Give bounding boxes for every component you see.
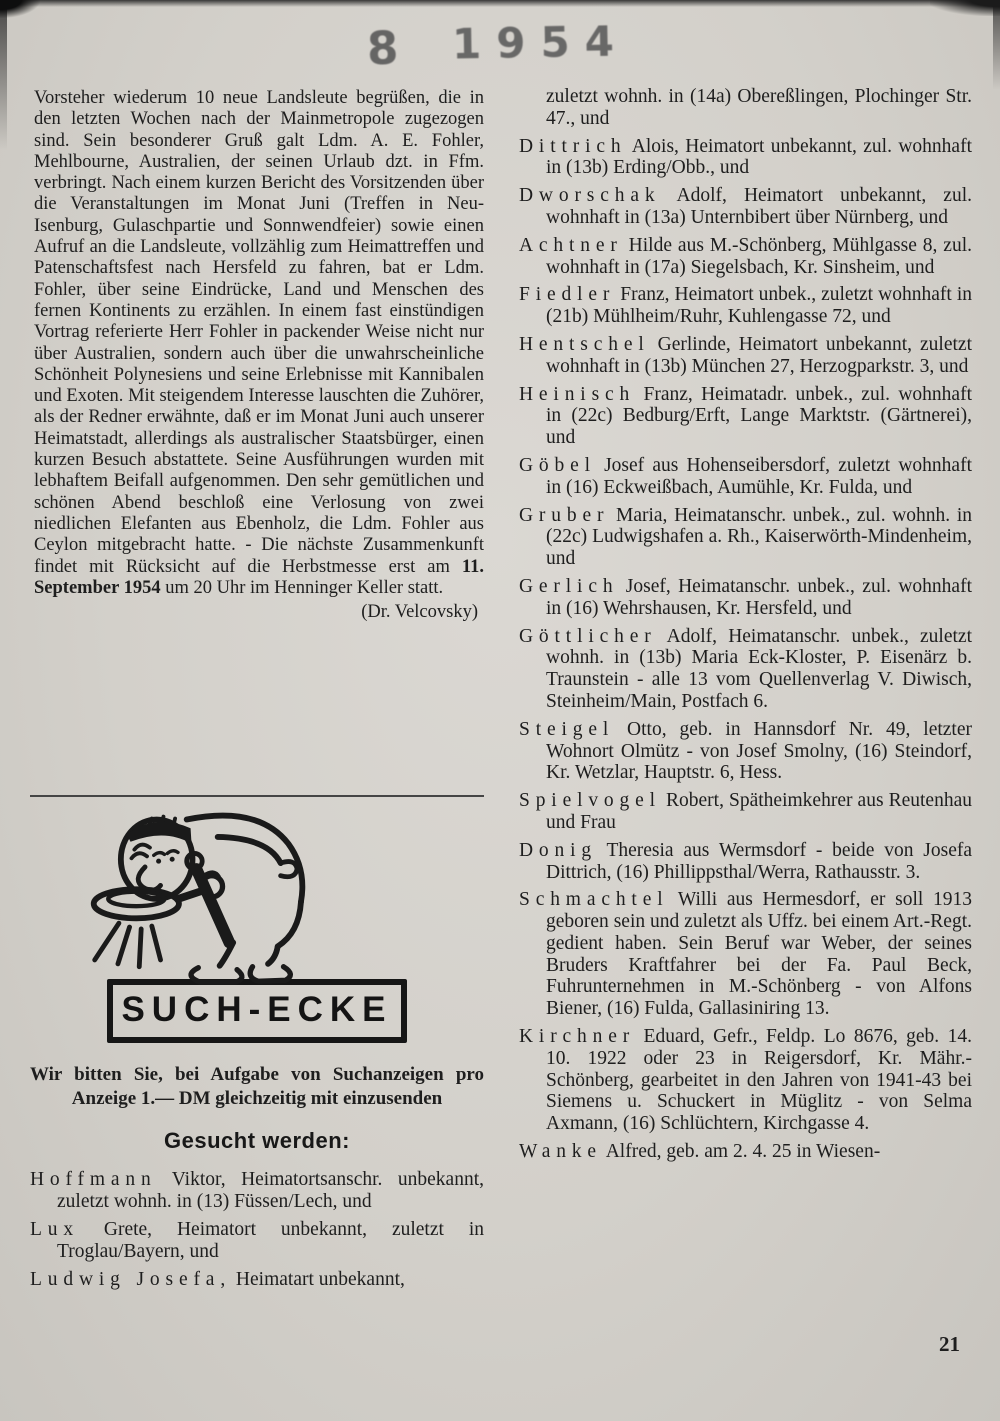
entry-details: Willi aus Hermesdorf, er soll 1913 geboren sein und zuletzt als Uffz. bei einem Art.-Regt. gedient haben. Sein Beruf war Weber, der seines Bruders Kraftfahrer bei der Fa. Paul Beck, Fuhrunternehmen in M.-Schönberg - von Alfons Biener, (16) Fulda, Gallasiniring 13. (546, 889, 972, 1020)
entry-details: Theresia aus Wermsdorf - beide von Josefa Dittrich, (16) Phillippsthal/Werra, Rathausstr. 3. (546, 839, 972, 883)
entry-details: Eduard, Gefr., Feldp. Lo 8676, geb. 14. 10. 1922 oder 23 in Reigersdorf, Kr. Mähr.-Schönberg, gearbeitet in den Jahren von 1941-43 bei Siemens u. Schuckert in Müglitz - von Selma Axmann, (16) Schlüchtern, Kirchgasse 4. (546, 1026, 972, 1135)
entry-details: Hilde aus M.-Schönberg, Mühlgasse 8, zul. wohnhaft in (17a) Siegelsbach, Kr. Sinsheim, und (546, 234, 972, 278)
search-entry (30, 1269, 484, 1291)
entry-details: Josef aus Hohenseibersdorf, zuletzt wohnhaft in (16) Eckweißbach, Aumühle, Kr. Fulda, und (546, 454, 972, 498)
article-text-after: um 20 Uhr im Henninger Keller statt. (160, 577, 444, 598)
article-date-emphasis: 11. September 1954 (34, 556, 484, 598)
entry-details: Robert, Spätheimkehrer aus Reutenhau und Frau (546, 790, 972, 833)
entry-surname: Wanke (519, 1141, 602, 1163)
entry-surname: Steigel (519, 718, 615, 740)
search-entry (519, 235, 972, 279)
search-entry (519, 719, 972, 784)
entry-surname: Dworschak (519, 185, 661, 207)
entry-details: Franz, Heimatort unbek., zuletzt wohnhaft in (21b) Mühlheim/Ruhr, Kuhlengasse 72, und (546, 284, 972, 328)
entry-details: Alois, Heimatort unbekannt, zul. wohnhaft in (13b) Erding/Obb., und (546, 135, 972, 179)
search-entry (519, 505, 972, 570)
entry-surname: Hoffmann (30, 1169, 157, 1190)
page-number: 21 (939, 1332, 960, 1356)
search-entries-right (519, 86, 972, 1163)
entry-details: Heimatart unbekannt, (231, 1269, 405, 1290)
entry-details: Adolf, Heimatanschr. unbek., zuletzt wohnh. in (13b) Maria Eck-Kloster, P. Eisenärz b. Traunstein - alle 13 vom Quellenverlag V. Diwisch, Steinheim/Main, Postfach 6. (546, 625, 972, 712)
search-entry (519, 185, 972, 229)
entry-details: zuletzt wohnh. in (14a) Obereßlingen, Plochinger Str. 47., und (546, 86, 972, 129)
illustration-wrap (30, 805, 484, 1043)
search-entry (519, 790, 972, 834)
search-entry (30, 1219, 484, 1263)
article-text (34, 88, 484, 599)
article-text-before: Vorsteher wiederum 10 neue Landsleute begrüßen, die in den letzten Wochen nach der Mainmetropole zugezogen sind. Sein besonderer Gruß galt Ldm. A. E. Fohler, Mehlbourne, Australien, der seinen Urlaub dzt. in Ffm. verbringt. Nach einem kurzen Bericht des Vorsitzenden über die Veranstaltungen im Monat Juni (Treffen in Neu-Isenburg, Gulaschpartie und Sonnwendfeier) sowie einen Aufruf an die Landsleute, vollzählig zum Heimattreffen und Patenschaftsfest nach Hersfeld zu fahren, bat er Ldm. Fohler, über seine Eindrücke, Land und Menschen des fernen Kontinents zu erzählen. In einem fast einstündigen Vortrag referierte Herr Fohler in packender Weise nicht nur über Australien, sondern auch über die unwahrscheinliche Schönheit Polynesiens und seine Erlebnisse mit Kannibalen und Exoten. Mit steigendem Interesse lauschten die Zuhörer, als der Redner erwähnte, daß er im Monat Juni auch unserer Heimatstadt, allerdings als australischer Staatsbürger, einen kurzen Besuch abstattete. Seine Ausführungen wurden mit lebhaftem Beifall aufgenommen. Den sehr gemütlichen und schönen Abend beschloß eine Verlosung von zwei niedlichen Elefanten aus Ebenholz, die Ldm. Fohler aus Ceylon mitgebracht hatte. - Die nächste Zusammenkunft findet mit Rücksicht auf die Herbstmesse erst am (34, 88, 484, 577)
entry-surname: Göttlicher (519, 625, 657, 647)
gesucht-werden-heading: Gesucht werden: (164, 1128, 350, 1153)
entry-details: Adolf, Heimatort unbekannt, zul. wohnhaft in (13a) Unternbibert über Nürnberg, und (546, 185, 972, 228)
entry-surname: Gerlich (519, 575, 619, 597)
entry-details: Viktor, Heimatortsanschr. unbekannt, zuletzt wohnh. in (13) Füssen/Lech, und (57, 1169, 484, 1212)
entry-details: Franz, Heimatadr. unbek., zul. wohnhaft in (22c) Bedburg/Erft, Lange Marktstr. (Gärtnerei), und (546, 383, 972, 449)
search-entry (519, 284, 972, 328)
entry-surname: Kirchner (519, 1026, 636, 1048)
entry-surname: Fiedler (519, 284, 616, 306)
section-divider (30, 795, 484, 797)
search-entry (519, 626, 972, 713)
such-ecke-box (107, 979, 407, 1043)
entry-surname: Heinisch (519, 383, 636, 405)
entry-surname: Spielvogel (519, 790, 661, 812)
entry-surname: Dittrich (519, 135, 627, 157)
left-column-article (34, 88, 484, 623)
search-entry (519, 840, 972, 884)
search-entry-continuation (519, 86, 972, 130)
search-entries-left (30, 1169, 484, 1291)
entry-surname: Donig (519, 839, 597, 861)
search-entry (519, 384, 972, 449)
article-signature: (Dr. Velcovsky) (361, 602, 478, 623)
entry-surname: Hentschel (519, 333, 650, 355)
entry-surname: Lux (30, 1219, 79, 1240)
right-column (519, 86, 972, 1169)
search-entry (519, 136, 972, 180)
entry-details: Otto, geb. in Hannsdorf Nr. 49, letzter Wohnort Olmütz - von Josef Smolny, (16) Steindorf, Kr. Wetzlar, Hauptstr. 6, Hess. (546, 718, 972, 784)
search-entry (30, 1169, 484, 1213)
entry-details: Gerlinde, Heimatort unbekannt, zuletzt wohnhaft in (13b) München 27, Herzogparkstr. 3, und (546, 333, 972, 377)
such-ecke-label: SUCH-ECKE (121, 990, 393, 1029)
entry-details: Maria, Heimatanschr. unbek., zul. wohnh. in (22c) Ludwigshafen a. Rh., Kaiserwörth-Mindenheim, und (546, 504, 972, 570)
search-entry (519, 455, 972, 499)
entry-surname: Gruber (519, 504, 610, 526)
scan-edge-top (0, 0, 1000, 7)
entry-details: Grete, Heimatort unbekannt, zuletzt in Troglau/Bayern, und (57, 1219, 484, 1262)
entry-surname: Ludwig Josefa, (30, 1269, 232, 1290)
entry-details: Josef, Heimatanschr. unbek., zul. wohnhaft in (16) Wehrshausen, Kr. Hersfeld, und (546, 575, 972, 619)
searching-man-illustration (58, 805, 358, 989)
stamp-year: 1954 (451, 16, 630, 69)
issue-stamp (0, 12, 1000, 82)
search-entry (519, 576, 972, 620)
search-entry (519, 1141, 972, 1163)
entry-surname: Göbel (519, 454, 596, 476)
stamp-issue-number: 8 (366, 21, 400, 76)
left-column-such-ecke-section (30, 795, 484, 1297)
entry-details: Alfred, geb. am 2. 4. 25 in Wiesen- (601, 1141, 881, 1163)
search-entry (519, 1026, 972, 1135)
submission-notice: Wir bitten Sie, bei Aufgabe von Suchanzeigen pro Anzeige 1.— DM gleichzeitig mit einzusenden (30, 1064, 484, 1109)
entry-surname: Schmachtel (519, 889, 669, 911)
search-entry (519, 334, 972, 378)
search-entry (519, 889, 972, 1020)
entry-surname: Achtner (519, 234, 623, 256)
